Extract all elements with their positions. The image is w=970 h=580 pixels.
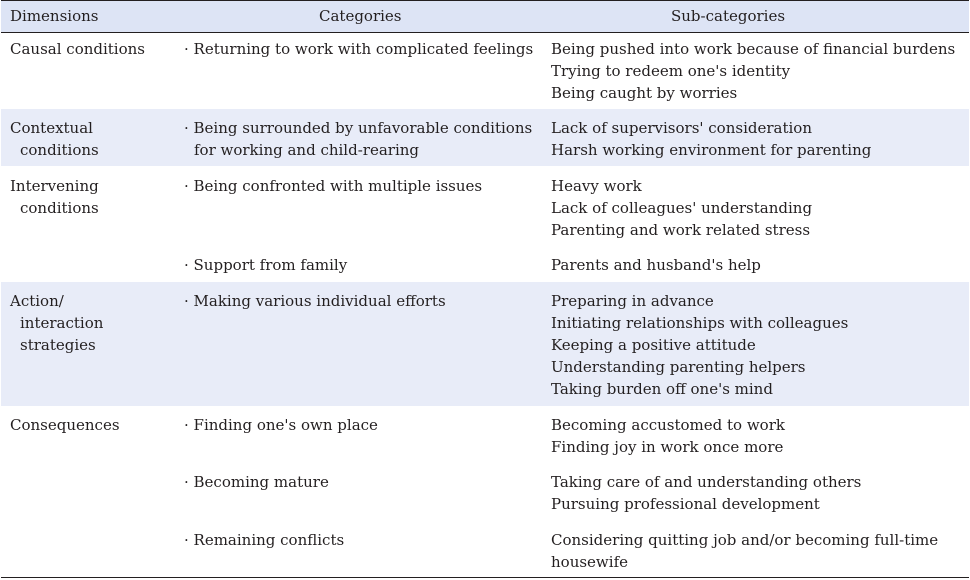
subcategory-cell-line: housewife <box>551 553 628 571</box>
dimension-cell <box>10 175 170 219</box>
subcategory-cell-line: Finding joy in work once more <box>551 438 784 456</box>
subcategory-cell-line: Harsh working environment for parenting <box>551 141 872 159</box>
subcategory-cell <box>551 529 966 573</box>
subcategory-cell-line: Being pushed into work because of financial burdens <box>551 40 956 58</box>
table-row <box>1 521 969 577</box>
dimension-cell <box>10 414 170 436</box>
subcategory-cell <box>551 175 966 241</box>
category-cell <box>184 471 544 493</box>
dimension-cell-line: conditions <box>20 199 99 217</box>
category-cell-line: for working and child-rearing <box>194 141 419 159</box>
category-cell-line: · Support from family <box>184 256 348 274</box>
subcategory-cell-line: Considering quitting job and/or becoming full-time <box>551 531 939 549</box>
subcategory-cell-line: Preparing in advance <box>551 292 714 310</box>
subcategory-cell-line: Being caught by worries <box>551 84 738 102</box>
subcategory-cell-line: Heavy work <box>551 177 642 195</box>
category-cell <box>184 290 544 312</box>
dimension-cell <box>10 38 170 60</box>
subcategory-cell <box>551 254 966 276</box>
dimension-cell-line: strategies <box>20 336 96 354</box>
dimension-cell-line: Intervening <box>10 177 99 195</box>
dimension-cell-line: conditions <box>20 141 99 159</box>
category-cell-line: · Finding one's own place <box>184 416 378 434</box>
category-cell <box>184 38 544 60</box>
subcategory-cell-line: Lack of colleagues' understanding <box>551 199 813 217</box>
table-row <box>1 245 969 282</box>
header-subcategories: Sub-categories <box>671 7 786 25</box>
subcategory-cell-line: Trying to redeem one's identity <box>551 62 791 80</box>
dimension-cell-line: Consequences <box>10 416 120 434</box>
subcategory-cell <box>551 471 966 515</box>
subcategory-cell <box>551 290 966 400</box>
subcategory-cell-line: Pursuing professional development <box>551 495 820 513</box>
subcategory-cell-line: Becoming accustomed to work <box>551 416 785 434</box>
table-bottom-rule <box>1 577 969 578</box>
dimension-cell-line: Contextual <box>10 119 93 137</box>
table-row <box>1 282 969 406</box>
category-cell <box>184 117 544 161</box>
category-cell-line: · Being confronted with multiple issues <box>184 177 483 195</box>
subcategory-cell-line: Parenting and work related stress <box>551 221 811 239</box>
category-cell-line: · Being surrounded by unfavorable conditions <box>184 119 533 137</box>
grounded-theory-table <box>1 0 969 571</box>
table-header <box>1 0 969 33</box>
dimension-cell-line: Causal conditions <box>10 40 145 58</box>
subcategory-cell <box>551 414 966 458</box>
dimension-cell <box>10 290 170 356</box>
subcategory-cell-line: Parents and husband's help <box>551 256 761 274</box>
header-categories: Categories <box>319 7 402 25</box>
category-cell-line: · Making various individual efforts <box>184 292 446 310</box>
subcategory-cell <box>551 117 966 161</box>
subcategory-cell-line: Taking care of and understanding others <box>551 473 862 491</box>
table-row <box>1 464 969 521</box>
category-cell <box>184 175 544 197</box>
category-cell-line: · Returning to work with complicated feelings <box>184 40 534 58</box>
dimension-cell-line: Action/ <box>10 292 64 310</box>
table-row <box>1 166 969 245</box>
table-row <box>1 406 969 464</box>
category-cell <box>184 529 544 551</box>
subcategory-cell-line: Taking burden off one's mind <box>551 380 773 398</box>
category-cell-line: · Remaining conflicts <box>184 531 345 549</box>
subcategory-cell-line: Understanding parenting helpers <box>551 358 806 376</box>
category-cell <box>184 254 544 276</box>
table-row <box>1 33 969 109</box>
category-cell <box>184 414 544 436</box>
category-cell-line: · Becoming mature <box>184 473 329 491</box>
subcategory-cell-line: Lack of supervisors' consideration <box>551 119 812 137</box>
header-dimensions: Dimensions <box>10 7 99 25</box>
subcategory-cell-line: Initiating relationships with colleagues <box>551 314 849 332</box>
dimension-cell-line: interaction <box>20 314 104 332</box>
table-row <box>1 109 969 166</box>
dimension-cell <box>10 117 170 161</box>
subcategory-cell-line: Keeping a positive attitude <box>551 336 756 354</box>
subcategory-cell <box>551 38 966 104</box>
